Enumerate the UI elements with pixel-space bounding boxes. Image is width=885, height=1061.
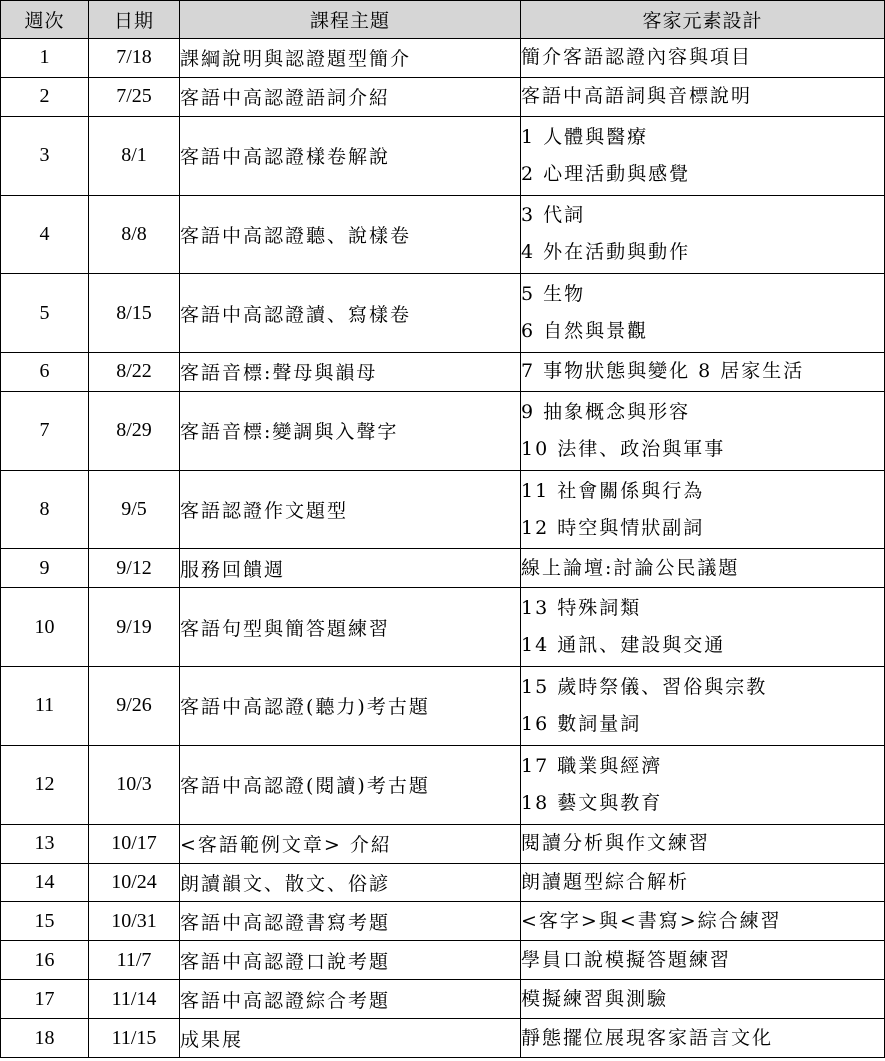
hakka-element-cell <box>521 274 885 353</box>
hakka-element-line: 3 代詞 <box>521 204 586 227</box>
hakka-element-line: 模擬練習與測驗 <box>521 987 669 1010</box>
hakka-element-line: <客字>與<書寫>綜合練習 <box>521 909 782 932</box>
table-row <box>1 980 885 1019</box>
topic-cell: 客語音標:變調與入聲字 <box>180 391 521 470</box>
week-cell: 10 <box>1 588 89 667</box>
hakka-element-cell <box>521 941 885 980</box>
table-row <box>1 470 885 549</box>
hakka-element-line: 18 藝文與教育 <box>521 791 663 814</box>
hakka-element-cell <box>521 470 885 549</box>
date-cell: 10/31 <box>89 902 180 941</box>
hakka-element-cell <box>521 195 885 274</box>
week-cell: 16 <box>1 941 89 980</box>
week-cell: 3 <box>1 116 89 195</box>
date-cell: 9/5 <box>89 470 180 549</box>
hakka-element-line: 朗讀題型綜合解析 <box>521 870 690 893</box>
topic-cell: 客語中高認證綜合考題 <box>180 980 521 1019</box>
topic-cell: 客語認證作文題型 <box>180 470 521 549</box>
hakka-element-line: 線上論壇:討論公民議題 <box>521 556 740 579</box>
header-date: 日期 <box>89 1 180 39</box>
date-cell: 8/29 <box>89 391 180 470</box>
hakka-element-line: 10 法律、政治與軍事 <box>521 437 726 460</box>
table-row <box>1 77 885 116</box>
date-cell: 11/15 <box>89 1019 180 1058</box>
date-cell: 7/18 <box>89 39 180 78</box>
hakka-element-cell <box>521 863 885 902</box>
topic-cell: 客語中高認證口說考題 <box>180 941 521 980</box>
week-cell: 8 <box>1 470 89 549</box>
topic-cell: 服務回饋週 <box>180 549 521 588</box>
topic-cell: 客語中高認證讀、寫樣卷 <box>180 274 521 353</box>
week-cell: 7 <box>1 391 89 470</box>
hakka-element-line: 學員口說模擬答題練習 <box>521 948 732 971</box>
topic-cell: 客語中高認證(聽力)考古題 <box>180 667 521 746</box>
hakka-element-line: 16 數詞量詞 <box>521 712 642 735</box>
date-cell: 8/8 <box>89 195 180 274</box>
hakka-element-cell <box>521 745 885 824</box>
date-cell: 8/1 <box>89 116 180 195</box>
date-cell: 10/24 <box>89 863 180 902</box>
topic-cell: 客語中高認證聽、說樣卷 <box>180 195 521 274</box>
week-cell: 9 <box>1 549 89 588</box>
hakka-element-line: 5 生物 <box>521 283 586 306</box>
hakka-element-line: 12 時空與情狀副詞 <box>521 516 705 539</box>
week-cell: 5 <box>1 274 89 353</box>
hakka-element-line: 13 特殊詞類 <box>521 597 642 620</box>
table-row <box>1 116 885 195</box>
hakka-element-cell <box>521 1019 885 1058</box>
week-cell: 13 <box>1 824 89 863</box>
table-row <box>1 39 885 78</box>
hakka-element-line: 9 抽象概念與形容 <box>521 400 691 423</box>
hakka-element-line: 6 自然與景觀 <box>521 320 649 343</box>
hakka-element-cell <box>521 116 885 195</box>
hakka-element-line: 11 社會關係與行為 <box>521 479 705 502</box>
week-cell: 11 <box>1 667 89 746</box>
date-cell: 8/15 <box>89 274 180 353</box>
table-row <box>1 667 885 746</box>
topic-cell: 客語音標:聲母與韻母 <box>180 353 521 392</box>
week-cell: 2 <box>1 77 89 116</box>
date-cell: 11/14 <box>89 980 180 1019</box>
hakka-element-line: 閱讀分析與作文練習 <box>521 832 711 855</box>
header-row <box>1 1 885 39</box>
topic-cell: 朗讀韻文、散文、俗諺 <box>180 863 521 902</box>
table-row <box>1 824 885 863</box>
hakka-element-cell <box>521 391 885 470</box>
hakka-element-cell <box>521 902 885 941</box>
table-row <box>1 549 885 588</box>
week-cell: 4 <box>1 195 89 274</box>
hakka-element-cell <box>521 980 885 1019</box>
hakka-element-cell <box>521 549 885 588</box>
topic-cell: 客語中高認證(閱讀)考古題 <box>180 745 521 824</box>
week-cell: 15 <box>1 902 89 941</box>
hakka-element-line: 2 心理活動與感覺 <box>521 162 691 185</box>
table-row <box>1 274 885 353</box>
week-cell: 6 <box>1 353 89 392</box>
date-cell: 10/3 <box>89 745 180 824</box>
hakka-element-line: 1 人體與醫療 <box>521 125 649 148</box>
hakka-element-line: 簡介客語認證內容與項目 <box>521 46 753 69</box>
date-cell: 8/22 <box>89 353 180 392</box>
week-cell: 17 <box>1 980 89 1019</box>
table-row <box>1 941 885 980</box>
topic-cell: 課綱說明與認證題型簡介 <box>180 39 521 78</box>
date-cell: 11/7 <box>89 941 180 980</box>
hakka-element-cell <box>521 588 885 667</box>
topic-cell: 成果展 <box>180 1019 521 1058</box>
topic-cell: 客語句型與簡答題練習 <box>180 588 521 667</box>
topic-cell: 客語中高認證樣卷解說 <box>180 116 521 195</box>
hakka-element-cell <box>521 667 885 746</box>
date-cell: 9/19 <box>89 588 180 667</box>
week-cell: 12 <box>1 745 89 824</box>
hakka-element-line: 4 外在活動與動作 <box>521 241 691 264</box>
topic-cell: 客語中高認證書寫考題 <box>180 902 521 941</box>
date-cell: 9/26 <box>89 667 180 746</box>
hakka-element-line: 客語中高語詞與音標說明 <box>521 85 753 108</box>
header-topic: 課程主題 <box>180 1 521 39</box>
date-cell: 9/12 <box>89 549 180 588</box>
hakka-element-cell <box>521 77 885 116</box>
table-row <box>1 391 885 470</box>
date-cell: 10/17 <box>89 824 180 863</box>
hakka-element-line: 15 歲時祭儀、習俗與宗教 <box>521 675 768 698</box>
table-row <box>1 1019 885 1058</box>
table-row <box>1 353 885 392</box>
header-week: 週次 <box>1 1 89 39</box>
hakka-element-cell <box>521 39 885 78</box>
hakka-element-line: 17 職業與經濟 <box>521 754 663 777</box>
week-cell: 14 <box>1 863 89 902</box>
header-hakka-element: 客家元素設計 <box>521 1 885 39</box>
topic-cell: 客語中高認證語詞介紹 <box>180 77 521 116</box>
hakka-element-cell <box>521 824 885 863</box>
table-row <box>1 863 885 902</box>
topic-cell: <客語範例文章> 介紹 <box>180 824 521 863</box>
table-row <box>1 195 885 274</box>
hakka-element-line: 靜態擺位展現客家語言文化 <box>521 1026 774 1049</box>
table-row <box>1 588 885 667</box>
hakka-element-line: 7 事物狀態與變化 8 居家生活 <box>521 360 805 383</box>
table-body <box>1 39 885 1058</box>
date-cell: 7/25 <box>89 77 180 116</box>
table-row <box>1 902 885 941</box>
week-cell: 1 <box>1 39 89 78</box>
week-cell: 18 <box>1 1019 89 1058</box>
hakka-element-line: 14 通訊、建設與交通 <box>521 634 726 657</box>
hakka-element-cell <box>521 353 885 392</box>
table-row <box>1 745 885 824</box>
